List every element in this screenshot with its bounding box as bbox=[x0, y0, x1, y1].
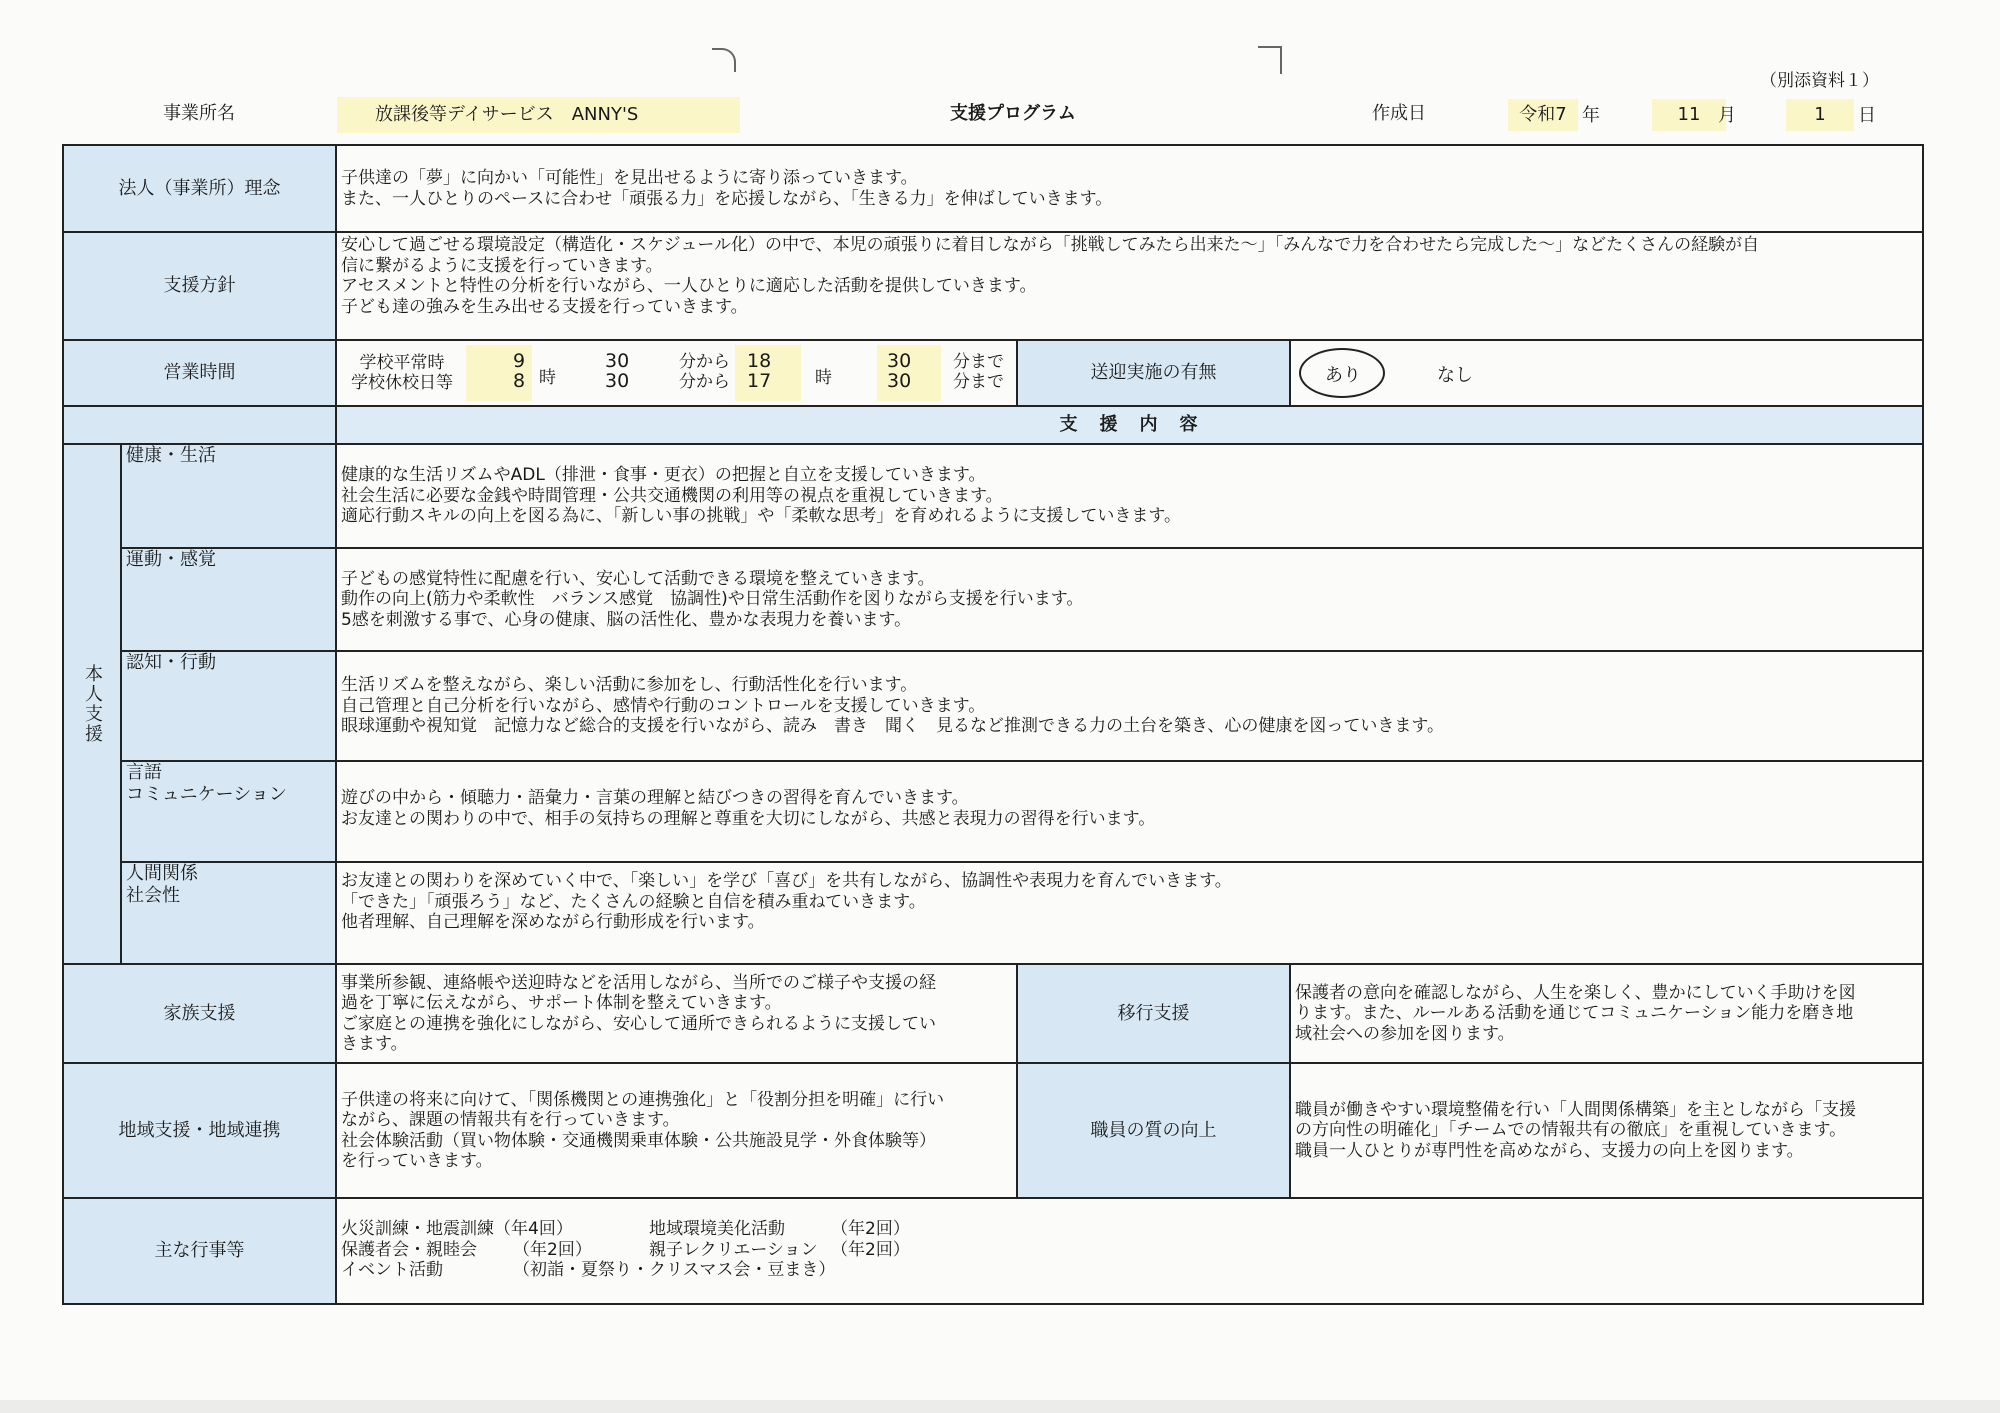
row-line: 動作の向上(筋力や柔軟性 バランス感覚 協調性)や日常生活動作を図りながら支援を行います。 bbox=[341, 589, 1084, 610]
event-item: 保護者会・親睦会 bbox=[341, 1239, 477, 1260]
family-line: 事業所参観、連絡帳や送迎時などを活用しながら、当所でのご様子や支援の経 bbox=[341, 972, 936, 993]
row-line: 「できた」「頑張ろう」など、たくさんの経験と自信を積み重ねていきます。 bbox=[341, 891, 926, 912]
row-line: お友達との関わりを深めていく中で、「楽しい」を学び「喜び」を共有しながら、協調性や表現力を育んでいきます。 bbox=[341, 871, 1232, 891]
personal-row-text bbox=[335, 861, 1924, 965]
family-text bbox=[335, 963, 1018, 1064]
event-item bbox=[649, 1260, 818, 1281]
personal-row-text bbox=[335, 650, 1924, 762]
row-line: 遊びの中から・傾聴力・語彙力・言葉の理解と結びつきの習得を育んでいきます。 bbox=[341, 788, 969, 808]
event-item: （年2回） bbox=[831, 1239, 910, 1260]
transport-no: なし bbox=[1437, 365, 1473, 386]
start-hours bbox=[513, 351, 525, 391]
event-item bbox=[831, 1260, 910, 1281]
personal-row-text bbox=[335, 547, 1924, 652]
family-line: きます。 bbox=[341, 1034, 408, 1054]
holiday-end-minute: 30 bbox=[887, 370, 912, 392]
staff-line: の方向性の明確化」「チームでの情報共有の徹底」を重視していきます。 bbox=[1295, 1120, 1847, 1141]
events-col3 bbox=[649, 1219, 818, 1281]
transition-line: 保護者の意向を確認しながら、人生を楽しく、豊かにしていく手助けを図 bbox=[1295, 982, 1856, 1003]
holiday-label: 学校休校日等 bbox=[351, 373, 453, 393]
appendix-note: （別添資料１） bbox=[1760, 71, 1879, 91]
event-item: （年2回） bbox=[831, 1219, 910, 1239]
transition-label: 移行支援 bbox=[1016, 963, 1291, 1064]
day-unit: 日 bbox=[1858, 105, 1876, 126]
personal-support-text: 本人支援 bbox=[82, 664, 103, 744]
policy-line: 安心して過ごせる環境設定（構造化・スケジュール化）の中で、本児の頑張りに着目しながら「挑戦してみたら出来た～」「みんなで力を合わせたら完成した～」などたくさんの経験が自 bbox=[341, 235, 1760, 255]
until-label: 分まで bbox=[953, 352, 1004, 372]
page-title: 支援プログラム bbox=[950, 103, 1076, 124]
row-label-line: 言語 bbox=[126, 762, 162, 783]
staff-line: 職員一人ひとりが専門性を高めながら、支援力の向上を図ります。 bbox=[1295, 1140, 1804, 1161]
row-line: 健康的な生活リズムやADL（排泄・食事・更衣）の把握と自立を支援していきます。 bbox=[341, 465, 986, 486]
personal-row-label bbox=[120, 443, 337, 549]
created-label: 作成日 bbox=[1372, 103, 1426, 124]
from-labels bbox=[679, 352, 730, 392]
event-item: 火災訓練・地震訓練（年4回） bbox=[341, 1219, 573, 1239]
year-unit: 年 bbox=[1582, 105, 1600, 126]
row-label-line: 社会性 bbox=[126, 885, 180, 906]
holiday-start-minute: 30 bbox=[605, 370, 630, 392]
created-day: 1 bbox=[1786, 99, 1854, 131]
transition-line: ります。また、ルールある活動を通じてコミュニケーション能力を磨き地 bbox=[1295, 1003, 1854, 1024]
transition-line: 域社会への参加を図ります。 bbox=[1295, 1023, 1515, 1044]
office-name: 放課後等デイサービス ANNY'S bbox=[337, 97, 740, 133]
scan-bottom-edge bbox=[0, 1400, 2000, 1413]
philosophy-label: 法人（事業所）理念 bbox=[62, 144, 337, 233]
end-hours bbox=[747, 351, 771, 391]
row-label-line: 健康・生活 bbox=[126, 445, 216, 466]
hour-unit: 時 bbox=[815, 368, 832, 388]
row-line: 社会生活に必要な金銭や時間管理・公共交通機関の利用等の視点を重視していきます。 bbox=[341, 485, 1003, 506]
office-label: 事業所名 bbox=[163, 103, 235, 124]
end-minutes bbox=[887, 351, 911, 391]
row-line: 自己管理と自己分析を行いながら、感情や行動のコントロールを支援していきます。 bbox=[341, 695, 986, 716]
weekday-start-hour: 9 bbox=[513, 350, 526, 372]
policy-line: 信に繋がるように支援を行っていきます。 bbox=[341, 255, 663, 276]
personal-support-label bbox=[62, 443, 122, 965]
row-line: 生活リズムを整えながら、楽しい活動に参加をし、行動活性化を行います。 bbox=[341, 675, 918, 696]
event-item: 親子レクリエーション bbox=[649, 1239, 818, 1260]
events-cell bbox=[335, 1197, 1924, 1305]
weekday-end-minute: 30 bbox=[887, 350, 912, 372]
hours-label: 営業時間 bbox=[62, 339, 337, 407]
event-item: イベント活動 bbox=[341, 1260, 443, 1280]
transport-label: 送迎実施の有無 bbox=[1016, 339, 1291, 407]
start-minutes bbox=[605, 351, 629, 391]
personal-row-label bbox=[120, 650, 337, 762]
from-label: 分から bbox=[679, 372, 730, 392]
holiday-start-hour: 8 bbox=[513, 370, 526, 392]
policy-label: 支援方針 bbox=[62, 231, 337, 341]
row-line: お友達との関わりの中で、相手の気持ちの理解と尊重を大切にしながら、共感と表現力の習得を行います。 bbox=[341, 808, 1156, 829]
staff-text bbox=[1289, 1062, 1924, 1199]
created-month: 11 bbox=[1652, 99, 1726, 131]
row-line: 5感を刺激する事で、心身の健康、脳の活性化、豊かな表現力を養います。 bbox=[341, 609, 912, 630]
support-header-spacer bbox=[62, 405, 337, 445]
staff-label: 職員の質の向上 bbox=[1016, 1062, 1291, 1199]
row-line: 子どもの感覚特性に配慮を行い、安心して活動できる環境を整えていきます。 bbox=[341, 568, 935, 589]
until-labels bbox=[953, 352, 1004, 392]
transport-cell bbox=[1289, 339, 1924, 407]
weekday-label: 学校平常時 bbox=[359, 353, 445, 373]
community-line: ながら、課題の情報共有を行っていきます。 bbox=[341, 1110, 680, 1130]
family-line: ご家庭との連携を強化にしながら、安心して通所できられるように支援してい bbox=[341, 1013, 936, 1034]
community-line: 社会体験活動（買い物体験・交通機関乗車体験・公共施設見学・外食体験等） bbox=[341, 1130, 936, 1151]
row-label-line: コミュニケーション bbox=[126, 784, 287, 805]
row-label-line: 運動・感覚 bbox=[126, 549, 216, 570]
personal-row-label bbox=[120, 760, 337, 863]
weekday-start-minute: 30 bbox=[605, 350, 630, 372]
personal-row-text bbox=[335, 760, 1924, 863]
events-col4 bbox=[831, 1219, 910, 1281]
hours-cell bbox=[335, 339, 1018, 407]
row-label-line: 認知・行動 bbox=[126, 652, 216, 673]
events-label: 主な行事等 bbox=[62, 1197, 337, 1305]
community-line: を行っていきます。 bbox=[341, 1151, 493, 1171]
event-item: （年2回） bbox=[513, 1239, 592, 1260]
row-label-line: 人間関係 bbox=[126, 863, 198, 884]
philosophy-line: 子供達の「夢」に向かい「可能性」を見出せるように寄り添っていきます。 bbox=[341, 168, 918, 188]
row-line: 他者理解、自己理解を深めながら行動形成を行います。 bbox=[341, 912, 765, 932]
month-unit: 月 bbox=[1718, 105, 1736, 126]
family-label: 家族支援 bbox=[62, 963, 337, 1064]
philosophy-text bbox=[335, 144, 1924, 233]
event-item: 地域環境美化活動 bbox=[649, 1219, 785, 1239]
policy-line: アセスメントと特性の分析を行いながら、一人ひとりに適応した活動を提供していきます。 bbox=[341, 276, 1037, 296]
family-line: 過を丁寧に伝えながら、サポート体制を整えていきます。 bbox=[341, 993, 782, 1013]
transition-text bbox=[1289, 963, 1924, 1064]
philosophy-line: また、一人ひとりのペースに合わせ「頑張る力」を応援しながら、「生きる力」を伸ばしていきます。 bbox=[341, 188, 1113, 209]
community-label: 地域支援・地域連携 bbox=[62, 1062, 337, 1199]
until-label: 分まで bbox=[953, 372, 1004, 392]
community-text bbox=[335, 1062, 1018, 1199]
community-line: 子供達の将来に向けて、「関係機関との連携強化」と「役割分担を明確」に行い bbox=[341, 1089, 945, 1110]
hour-unit: 時 bbox=[539, 368, 556, 388]
personal-row-text bbox=[335, 443, 1924, 549]
row-line: 適応行動スキルの向上を図る為に、「新しい事の挑戦」や「柔軟な思考」を育めれるように支援していきます。 bbox=[341, 506, 1181, 527]
policy-line: 子ども達の強みを生み出せる支援を行っていきます。 bbox=[341, 296, 748, 317]
weekday-end-hour: 18 bbox=[747, 350, 772, 372]
event-item: （初詣・夏祭り・クリスマス会・豆まき） bbox=[513, 1260, 836, 1280]
scan-mark-left bbox=[712, 48, 736, 72]
scan-mark-right bbox=[1258, 46, 1282, 74]
policy-text bbox=[335, 231, 1924, 341]
created-era: 令和7 bbox=[1508, 99, 1578, 131]
holiday-end-hour: 17 bbox=[747, 370, 772, 392]
staff-line: 職員が働きやすい環境整備を行い「人間関係構築」を主としながら「支援 bbox=[1295, 1099, 1856, 1120]
support-header: 支 援 内 容 bbox=[335, 405, 1924, 445]
row-line: 眼球運動や視知覚 記憶力など総合的支援を行いながら、読み 書き 聞く 見るなど推測できる力の土台を築き、心の健康を図っていきます。 bbox=[341, 716, 1444, 737]
from-label: 分から bbox=[679, 352, 730, 372]
personal-row-label bbox=[120, 861, 337, 965]
personal-row-label bbox=[120, 547, 337, 652]
transport-yes: あり bbox=[1325, 365, 1361, 386]
hours-type-labels bbox=[347, 353, 457, 393]
